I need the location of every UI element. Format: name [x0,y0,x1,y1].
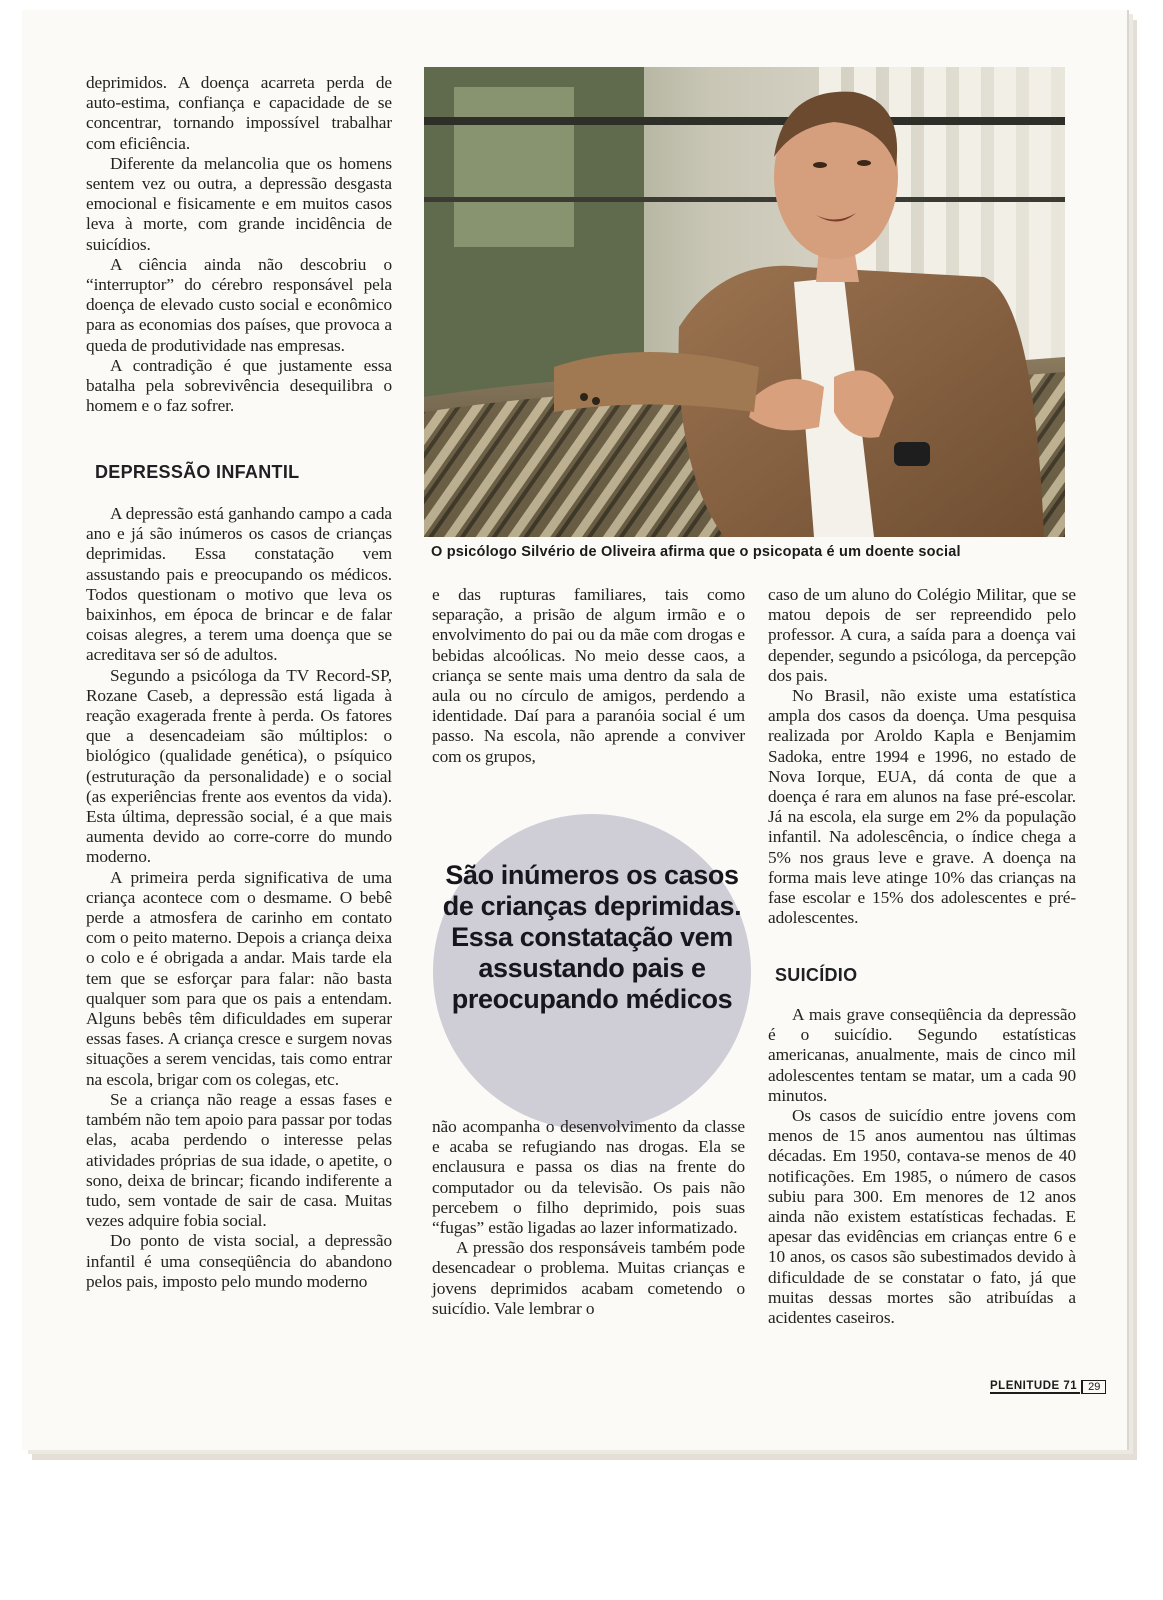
paragraph: caso de um aluno do Colégio Militar, que se matou depois de ser repreendido pelo professor. A cura, a saída para a doença vai depender, segundo a psicóloga, da percepção dos pais. [768,585,1076,685]
paragraph: deprimidos. A doença acarreta perda de auto-estima, confiança e capacidade de se concentrar, tornando impossível trabalhar com eficiência. [86,73,392,153]
column-3-lower [768,1005,1076,1328]
paragraph: Os casos de suicídio entre jovens com menos de 15 anos aumentou nas últimas décadas. Em 1950, contava-se menos de 40 notificações. Em 1985, o número de casos subiu para 300. Em menores de 12 anos ainda não existem estatísticas fechadas. E apesar das evidências em crianças entre 6 e 10 anos, os casos são subestimados devido à dificuldade de se constatar o fato, já que muitas dessas mortes são atribuídas a acidentes caseiros. [768,1106,1076,1328]
page-number: 29 [1081,1380,1106,1394]
section-heading-depressao-infantil: DEPRESSÃO INFANTIL [95,462,300,482]
paragraph: e das rupturas familiares, tais como separação, a prisão de algum irmão e o envolvimento do pai ou da mãe com drogas e bebidas alcoólicas. No meio desse caos, a criança se sente mais uma dentro da sala de aula ou no círculo de amigos, perdendo a identidade. Daí para a paranóia social é um passo. Na escola, não aprende a conviver com os grupos, [432,585,745,766]
paragraph: A ciência ainda não descobriu o “interruptor” do cérebro responsável pela doença de elevado custo social e econômico para as economias dos países, que provoca a queda de produtividade nas empresas. [86,254,392,355]
column-3-upper [768,585,1076,928]
paragraph: A mais grave conseqüência da depressão é o suicídio. Segundo estatísticas americanas, anualmente, mais de cinco mil adolescentes tentam se matar, um a cada 90 minutos. [768,1005,1076,1105]
photo-psychologist [424,67,1065,537]
paragraph: No Brasil, não existe uma estatística ampla dos casos da doença. Uma pesquisa realizada por Aroldo Kapla e Benjamim Sadoka, entre 1994 e 1996, no estado de Nova Iorque, EUA, dá conta de que a doença é rara em alunos na fase pré-escolar. Já na escola, ela surge em 2% da população infantil. Na adolescência, o índice chega a 5% nos graus leve e grave. A doença na forma mais leve atinge 10% das crianças na fase escolar e 15% dos adolescentes e pré-adolescentes. [768,686,1076,928]
paragraph: Diferente da melancolia que os homens sentem vez ou outra, a depressão desgasta emocional e fisicamente e em muitos casos leva à morte, com grande incidência de suicídios. [86,153,392,254]
photo-illustration [424,67,1065,537]
paragraph: não acompanha o desenvolvimento da classe e acaba se refugiando nas drogas. Ela se enclausura e passa os dias na frente do computador ou da televisão. Os pais não percebem o filho deprimido, pois suas “fugas” estão ligadas ao lazer informatizado. [432,1117,745,1238]
paragraph: A contradição é que justamente essa batalha pela sobrevivência desequilibra o homem e o faz sofrer. [86,355,392,416]
column-1-upper [86,73,392,416]
column-2-lower [432,1117,745,1319]
paragraph: A primeira perda significativa de uma criança acontece com o desmame. O bebê perde a atmosfera de carinho em contato com o peito materno. Depois a criança deixa o colo e é obrigada a andar. Mais tarde ela tem que se esforçar para falar: não basta qualquer som para que os pais a entendam. Alguns bebês têm dificuldades em superar essas fases. A criança cresce e surgem novas situações a serem vencidas, tais como entrar na escola, brigar com os colegas, etc. [86,867,392,1089]
paragraph: Se a criança não reage a essas fases e também não tem apoio para passar por todas elas, acaba perdendo o interesse pelas atividades próprias de sua idade, o apetite, o sono, deixa de brincar; ficando indiferente a tudo, sem vontade de sair de casa. Muitas vezes adquire fobia social. [86,1089,392,1231]
magazine-name: PLENITUDE 71 [990,1380,1080,1394]
column-2-upper [432,585,745,767]
photo-caption: O psicólogo Silvério de Oliveira afirma que o psicopata é um doente social [431,544,961,560]
page-footer [990,1380,1106,1394]
paragraph: A pressão dos responsáveis também pode desencadear o problema. Muitas crianças e jovens deprimidos acabam cometendo o suicídio. Vale lembrar o [432,1238,745,1318]
column-1-lower [86,504,392,1292]
paragraph: Do ponto de vista social, a depressão infantil é uma conseqüência do abandono pelos pais, imposto pelo mundo moderno [86,1231,392,1291]
section-heading-suicidio: SUICÍDIO [775,965,858,985]
paragraph: Segundo a psicóloga da TV Record-SP, Rozane Caseb, a depressão está ligada à reação exagerada frente à perda. Os fatores que a desencadeiam são múltiplos: o biológico (qualidade genética), o psíquico (estruturação da personalidade) e o social (as experiências frente aos eventos da vida). Esta última, depressão social, é a que mais aumenta devido ao corre-corre do mundo moderno. [86,665,392,867]
paragraph: A depressão está ganhando campo a cada ano e já são inúmeros os casos de crianças deprimidas. Essa constatação vem assustando pais e preocupando os médicos. Todos questionam o motivo que leva os baixinhos, em época de brincar e de falar coisas alegres, a terem uma doença que se acreditava ser só de adultos. [86,504,392,665]
pull-quote: São inúmeros os casos de crianças deprimidas. Essa constatação vem assustando pais e preocupando médicos [442,860,742,1014]
